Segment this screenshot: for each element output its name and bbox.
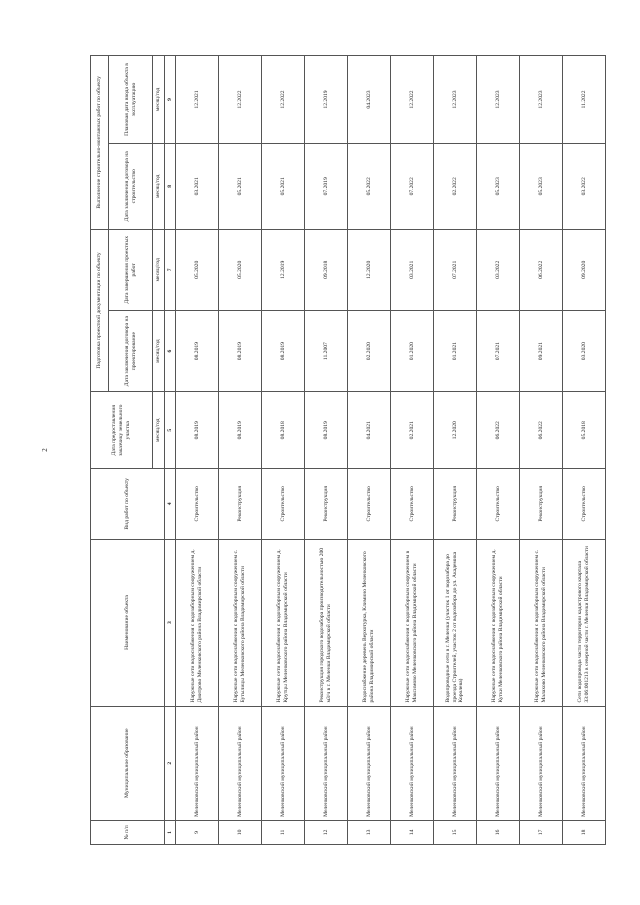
- municipality-cell: Меленковский муниципальный район: [391, 706, 434, 820]
- land-date-cell: 08.2019: [176, 392, 219, 469]
- commission-date-cell: 11.2022: [563, 56, 606, 144]
- commission-date-cell: 12.2023: [434, 56, 477, 144]
- commission-date-cell: 12.2023: [477, 56, 520, 144]
- unit-label: месяц/год: [153, 310, 165, 391]
- header-municipality: Муниципальное образование: [91, 706, 165, 820]
- work-type-cell: Реконструкция: [219, 469, 262, 539]
- rotated-page: [90, 55, 610, 845]
- design-contract-cell: 08.2019: [262, 310, 305, 391]
- design-contract-cell: 08.2019: [219, 310, 262, 391]
- land-date-cell: 08.2019: [219, 392, 262, 469]
- object-name-cell: Водоснабжение деревень Верхотурка, Климино Меленковского района Владимирской области: [348, 539, 391, 706]
- page-number: 2: [40, 448, 49, 452]
- object-name-cell: Наружные сети водоснабжения с водозаборным сооружением с. Бутылицы Меленковского района Владимирской области: [219, 539, 262, 706]
- header-construct-contract: Дата заключения договора на строительство: [109, 143, 153, 229]
- row-number: 15: [434, 820, 477, 844]
- design-contract-cell: 07.2021: [477, 310, 520, 391]
- land-date-cell: 08.2018: [262, 392, 305, 469]
- table-row: [219, 56, 262, 845]
- work-type-cell: Строительство: [348, 469, 391, 539]
- construct-contract-cell: 07.2022: [391, 143, 434, 229]
- row-number: 17: [520, 820, 563, 844]
- col-number: 8: [165, 143, 176, 229]
- land-date-cell: 06.2022: [520, 392, 563, 469]
- table-row: [262, 56, 305, 845]
- design-contract-cell: 01.2021: [434, 310, 477, 391]
- construct-contract-cell: 02.2022: [434, 143, 477, 229]
- land-date-cell: 08.2019: [305, 392, 348, 469]
- construct-contract-cell: 03.2021: [176, 143, 219, 229]
- header-object-name: Наименование объекта: [91, 539, 165, 706]
- row-number: 9: [176, 820, 219, 844]
- row-number: 14: [391, 820, 434, 844]
- municipality-cell: Меленковский муниципальный район: [434, 706, 477, 820]
- table-row: [391, 56, 434, 845]
- design-contract-cell: 03.2020: [563, 310, 606, 391]
- unit-label: месяц/год: [153, 229, 165, 310]
- object-name-cell: Наружные сети водоснабжения с водозаборным сооружением д. Дмитрово Меленковского района Владимирской области: [176, 539, 219, 706]
- work-type-cell: Строительство: [563, 469, 606, 539]
- work-type-cell: Строительство: [176, 469, 219, 539]
- table-row: [176, 56, 219, 845]
- construct-contract-cell: 05.2021: [262, 143, 305, 229]
- col-number: 3: [165, 539, 176, 706]
- table-row: [520, 56, 563, 845]
- col-number: 5: [165, 392, 176, 469]
- object-name-cell: Наружные сети водоснабжения с водозаборным сооружением д. Крутцы Меленковского района Владимирской области: [262, 539, 305, 706]
- design-end-cell: 09.2018: [305, 229, 348, 310]
- object-name-cell: Реконструкция городского водозабора производительностью 200 м3/ч в г. Меленки Владимирской области: [305, 539, 348, 706]
- header-construct-group: Выполнение строительно-монтажных работ по объекту: [91, 56, 109, 230]
- design-end-cell: 03.2021: [391, 229, 434, 310]
- col-number: 6: [165, 310, 176, 391]
- commission-date-cell: 12.2022: [262, 56, 305, 144]
- table-row: [348, 56, 391, 845]
- col-number: 1: [165, 820, 176, 844]
- projects-table: [90, 55, 606, 845]
- municipality-cell: Меленковский муниципальный район: [305, 706, 348, 820]
- work-type-cell: Реконструкция: [434, 469, 477, 539]
- commission-date-cell: 04.2023: [348, 56, 391, 144]
- work-type-cell: Реконструкция: [520, 469, 563, 539]
- header-no: № п/п: [91, 820, 165, 844]
- municipality-cell: Меленковский муниципальный район: [563, 706, 606, 820]
- design-end-cell: 03.2022: [477, 229, 520, 310]
- construct-contract-cell: 03.2022: [563, 143, 606, 229]
- design-end-cell: 09.2020: [563, 229, 606, 310]
- work-type-cell: Строительство: [391, 469, 434, 539]
- table-row: [477, 56, 520, 845]
- table-row: [434, 56, 477, 845]
- commission-date-cell: 12.2019: [305, 56, 348, 144]
- municipality-cell: Меленковский муниципальный район: [176, 706, 219, 820]
- col-number: 2: [165, 706, 176, 820]
- work-type-cell: Строительство: [477, 469, 520, 539]
- construct-contract-cell: 05.2023: [520, 143, 563, 229]
- construct-contract-cell: 05.2023: [477, 143, 520, 229]
- construct-contract-cell: 05.2021: [219, 143, 262, 229]
- unit-label: месяц/год: [153, 143, 165, 229]
- col-number: 7: [165, 229, 176, 310]
- design-end-cell: 05.2020: [176, 229, 219, 310]
- design-contract-cell: 11.2007: [305, 310, 348, 391]
- row-number: 10: [219, 820, 262, 844]
- work-type-cell: Строительство: [262, 469, 305, 539]
- row-number: 11: [262, 820, 305, 844]
- construct-contract-cell: 05.2022: [348, 143, 391, 229]
- unit-label: месяц/год: [153, 56, 165, 144]
- municipality-cell: Меленковский муниципальный район: [520, 706, 563, 820]
- table-body: [176, 56, 606, 845]
- land-date-cell: 02.2021: [391, 392, 434, 469]
- commission-date-cell: 12.2021: [176, 56, 219, 144]
- commission-date-cell: 12.2022: [391, 56, 434, 144]
- land-date-cell: 12.2020: [434, 392, 477, 469]
- design-end-cell: 05.2020: [219, 229, 262, 310]
- header-design-contract: Дата заключения договора на проектирование: [109, 310, 153, 391]
- design-contract-cell: 08.2019: [176, 310, 219, 391]
- work-type-cell: Реконструкция: [305, 469, 348, 539]
- municipality-cell: Меленковский муниципальный район: [262, 706, 305, 820]
- object-name-cell: Водопроводные сети в г. Меленки (участок 1 от водозабора до проезда Строителей, участок 2 от водозабора до ул. Академика Королева): [434, 539, 477, 706]
- row-number: 18: [563, 820, 606, 844]
- header-commission: Плановая дата ввода объекта в эксплуатацию: [109, 56, 153, 144]
- header-design-group: Подготовка проектной документации по объекту: [91, 229, 109, 392]
- col-number: 4: [165, 469, 176, 539]
- land-date-cell: 05.2018: [563, 392, 606, 469]
- object-name-cell: Наружные сети водоснабжения с водозаборным сооружением в Максимово Меленковского района Владимирской области: [391, 539, 434, 706]
- municipality-cell: Меленковский муниципальный район: [219, 706, 262, 820]
- design-end-cell: 12.2020: [348, 229, 391, 310]
- commission-date-cell: 12.2023: [520, 56, 563, 144]
- municipality-cell: Меленковский муниципальный район: [477, 706, 520, 820]
- object-name-cell: Сети водопровода части территории кадастрового квартала 33:06:001213 в северной части г. Меленки Владимирской области: [563, 539, 606, 706]
- design-end-cell: 12.2019: [262, 229, 305, 310]
- municipality-cell: Меленковский муниципальный район: [348, 706, 391, 820]
- row-number: 13: [348, 820, 391, 844]
- object-name-cell: Наружные сети водоснабжения с водозаборным сооружением с. Малахово Меленковского района Владимирской области: [520, 539, 563, 706]
- col-number: 9: [165, 56, 176, 144]
- row-number: 16: [477, 820, 520, 844]
- commission-date-cell: 12.2022: [219, 56, 262, 144]
- design-end-cell: 06.2022: [520, 229, 563, 310]
- row-number: 12: [305, 820, 348, 844]
- table-row: [563, 56, 606, 845]
- design-contract-cell: 09.2021: [520, 310, 563, 391]
- land-date-cell: 06.2022: [477, 392, 520, 469]
- design-end-cell: 07.2021: [434, 229, 477, 310]
- design-contract-cell: 01.2020: [391, 310, 434, 391]
- design-contract-cell: 02.2020: [348, 310, 391, 391]
- header-work-type: Вид работ по объекту: [91, 469, 165, 539]
- unit-label: месяц/год: [153, 392, 165, 469]
- construct-contract-cell: 07.2019: [305, 143, 348, 229]
- header-design-end: Дата завершения проектных работ: [109, 229, 153, 310]
- land-date-cell: 04.2021: [348, 392, 391, 469]
- table-row: [305, 56, 348, 845]
- header-land-date: Дата предоставления заказчику земельного участка: [91, 392, 153, 469]
- object-name-cell: Наружные сети водоснабжения с водозаборным сооружением д. Кутки Меленковского района Владимирской области: [477, 539, 520, 706]
